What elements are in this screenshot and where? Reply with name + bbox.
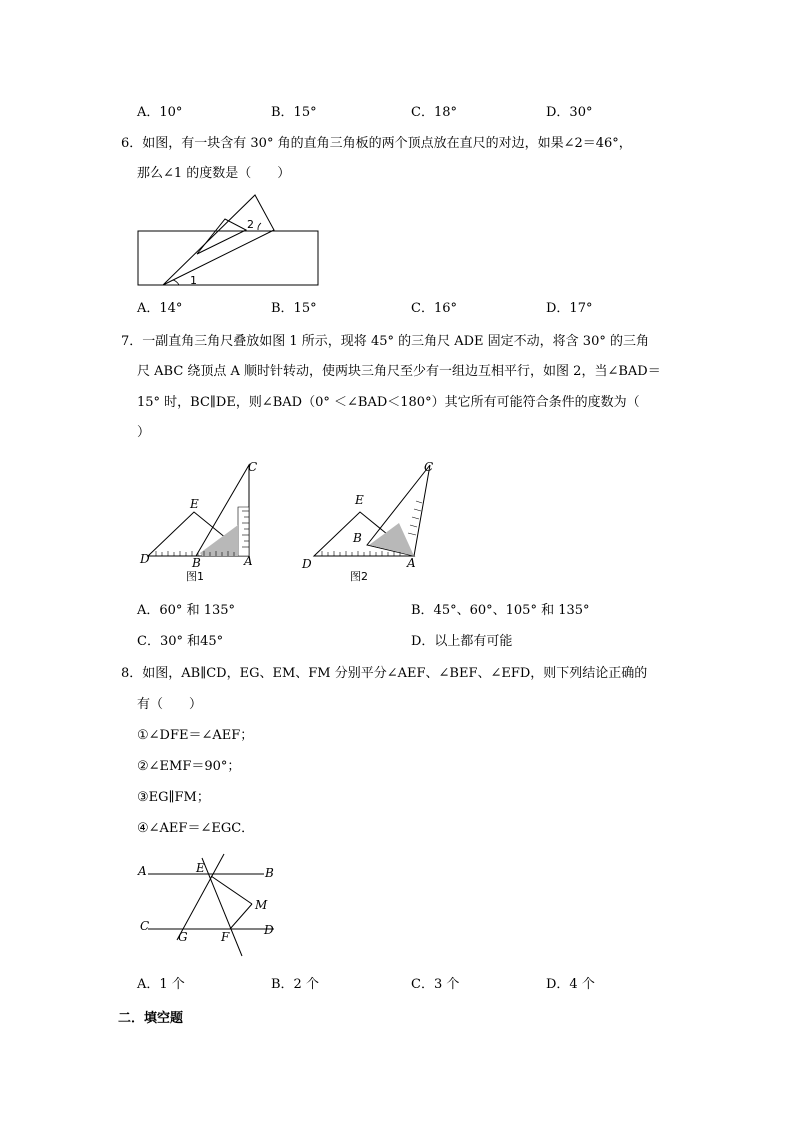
fig2-label-a: A: [407, 556, 416, 570]
q8-statement-4: ④∠AEF＝∠EGC．: [137, 821, 255, 836]
angle-1-arc: [173, 280, 179, 285]
q5-option-a: A．10°: [137, 105, 183, 120]
q7-option-a: A．60° 和 135°: [137, 603, 236, 618]
q7-stem-line3: 15° 时，BC∥DE，则∠BAD（0° ＜∠BAD＜180°）其它所有可能符合条件的度数为（: [137, 395, 640, 410]
q7-option-d: D．以上都有可能: [411, 634, 513, 649]
fig8-label-m: M: [255, 898, 268, 912]
fig1-label-e: E: [190, 497, 199, 511]
q8-option-b: B．2 个: [271, 977, 319, 992]
q6-option-c: C．16°: [411, 301, 457, 316]
overlap-shade: [200, 525, 238, 556]
angle-2-label: 2: [247, 218, 254, 231]
q7-stem-line1: 7．一副直角三角尺叠放如图 1 所示，现将 45° 的三角尺 ADE 固定不动，将含 30° 的三角: [121, 334, 649, 349]
fig2-label-c: C: [424, 460, 434, 474]
q7-stem-line2: 尺 ABC 绕顶点 A 顺时针转动，使两块三角尺至少有一组边互相平行，如图 2，当∠BAD＝: [137, 364, 661, 379]
q5-option-c: C．18°: [411, 105, 457, 120]
fig2-label-e: E: [355, 493, 364, 507]
q8-stem-line1: 8．如图，AB∥CD，EG、EM、FM 分别平分∠AEF、∠BEF、∠EFD，则下列结论正确的: [121, 666, 648, 681]
fig8-label-g: G: [178, 930, 188, 944]
fig8-label-c: C: [140, 919, 150, 933]
fig1-label-c: C: [248, 460, 258, 474]
fig8-label-b: B: [265, 866, 274, 880]
fig1-label-b: B: [192, 556, 201, 570]
q6-figure: [130, 190, 330, 290]
angle-1-label: 1: [190, 274, 197, 287]
q5-option-d: D．30°: [546, 105, 593, 120]
q7-stem-line4: ）: [137, 425, 151, 440]
fig2-label-b: B: [353, 531, 362, 545]
fig1-caption: 图1: [186, 570, 204, 583]
line-fm: [230, 904, 252, 929]
fig1-label-a: A: [244, 554, 253, 568]
angle-2-arc: [258, 223, 261, 230]
set-square-outer: [163, 195, 274, 285]
fig8-label-d: D: [264, 923, 274, 937]
section-heading: 二．填空题: [118, 1011, 184, 1026]
q8-statement-3: ③EG∥FM；: [137, 790, 210, 805]
q5-option-b: B．15°: [271, 105, 317, 120]
ruler-ticks-bottom: [322, 551, 400, 556]
fig2-label-d: D: [302, 557, 312, 571]
q6-stem-line2: 那么∠1 的度数是（ ）: [137, 166, 291, 181]
fig2-caption: 图2: [350, 570, 368, 583]
q8-option-a: A．1 个: [137, 977, 185, 992]
fig8-label-e: E: [196, 861, 205, 875]
q7-figure-1: [134, 455, 274, 585]
q8-stem-line2: 有（ ）: [137, 697, 203, 712]
q7-figure-2: [296, 455, 446, 585]
ruler-strip-vertical: [238, 507, 249, 556]
q8-statement-2: ②∠EMF＝90°；: [137, 759, 241, 774]
q8-option-d: D．4 个: [546, 977, 595, 992]
line-em: [211, 876, 252, 904]
q8-option-c: C．3 个: [411, 977, 460, 992]
fig8-label-a: A: [138, 864, 147, 878]
fig8-label-f: F: [221, 930, 230, 944]
q6-option-a: A．14°: [137, 301, 183, 316]
q6-stem-line1: 6．如图，有一块含有 30° 角的直角三角板的两个顶点放在直尺的对边，如果∠2＝46°，: [121, 136, 632, 151]
q8-statement-1: ①∠DFE＝∠AEF；: [137, 728, 254, 743]
fig1-label-d: D: [140, 552, 150, 566]
q6-option-b: B．15°: [271, 301, 317, 316]
q6-option-d: D．17°: [546, 301, 593, 316]
q8-figure: [134, 848, 284, 963]
set-square-inner: [197, 219, 246, 254]
ruler-ticks-rotated: [408, 501, 422, 535]
q7-option-b: B．45°、60°、105° 和 135°: [411, 603, 590, 618]
q7-option-c: C．30° 和45°: [137, 634, 224, 649]
